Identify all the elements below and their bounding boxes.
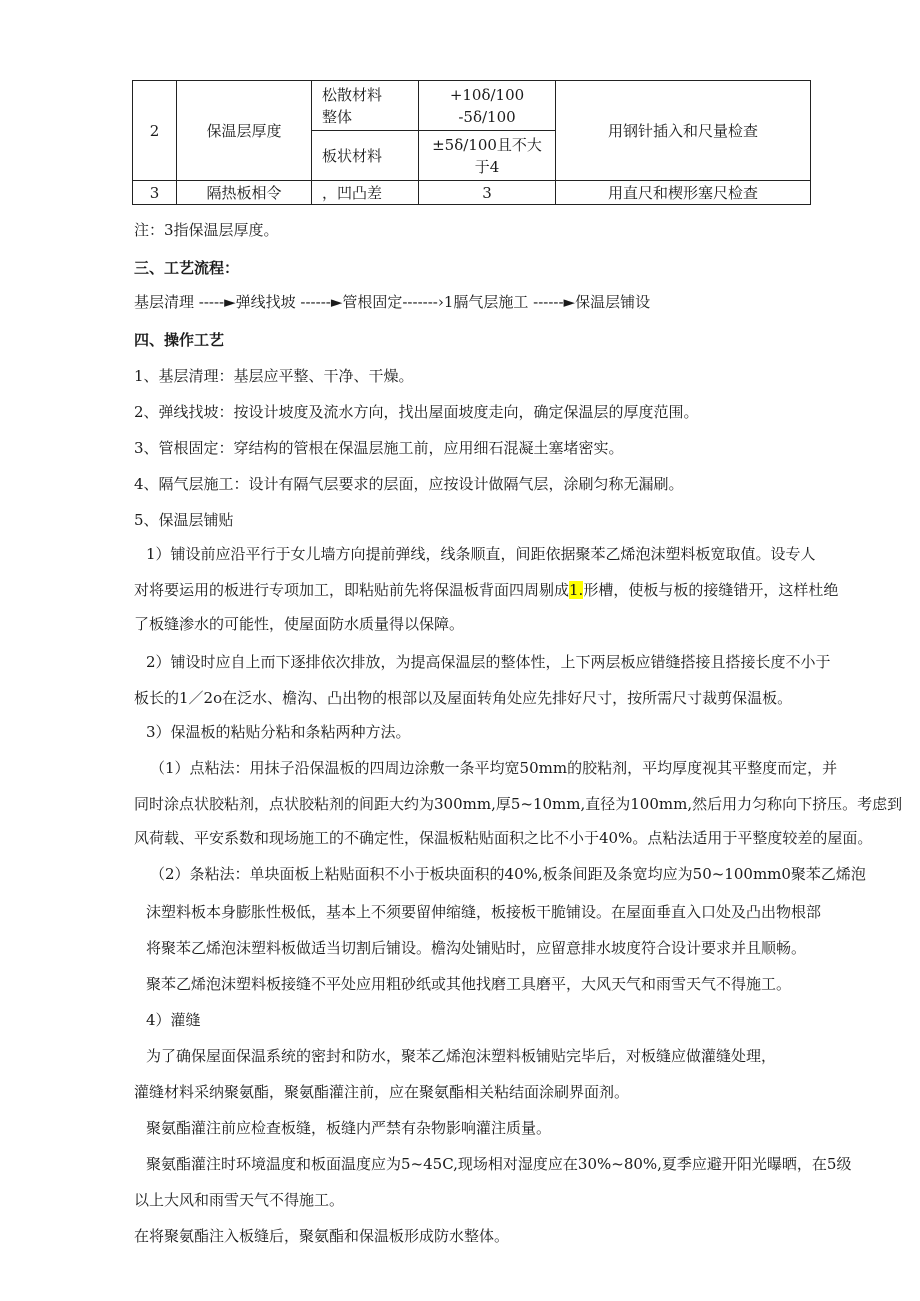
row-number: 2 [133, 81, 177, 181]
table-note: 注：3指保温层厚度。 [134, 221, 279, 239]
paragraph: 3、管根固定：穿结构的管根在保温层施工前，应用细石混凝土塞堵密实。 [134, 439, 624, 457]
paragraph-line: 板长的1／2o在泛水、檐沟、凸出物的根部以及屋面转角处应先排好尺寸，按所需尺寸裁剪保温板。 [134, 689, 793, 707]
row-tolerance: 3 [419, 181, 556, 205]
paragraph: 3）保温板的粘贴分粘和条粘两种方法。 [146, 723, 411, 741]
process-flow: 基层清理 -----►弹线找坡 ------►管根固定-------›1膈气层施工 ------►保温层铺设 [134, 293, 651, 311]
paragraph: 5、保温层铺贴 [134, 511, 234, 529]
paragraph: 聚氨酯灌注前应检查板缝，板缝内严禁有杂物影响灌注质量。 [146, 1119, 552, 1137]
paragraph: 1、基层清理：基层应平整、干净、干燥。 [134, 367, 414, 385]
section-title: 四、操作工艺 [134, 331, 225, 349]
paragraph-line: （1）点粘法：用抹子沿保温板的四周边涂敷一条平均宽50mm的胶粘剂，平均厚度视其平整度而定，并 [150, 759, 838, 777]
paragraph-line: 同时涂点状胶粘剂，点状胶粘剂的间距大约为300mm,厚5~10mm,直径为100mm,然后用力匀称向下挤压。考虑到 [134, 795, 903, 813]
paragraph: 2、弹线找坡：按设计坡度及流水方向，找出屋面坡度走向，确定保温层的厚度范围。 [134, 403, 699, 421]
paragraph-line: 灌缝材料采纳聚氨酯，聚氨酯灌注前，应在聚氨酯相关粘结面涂刷界面剂。 [134, 1083, 630, 1101]
paragraph-line: 将聚苯乙烯泡沫塑料板做适当切割后铺设。檐沟处铺贴时，应留意排水坡度符合设计要求并且顺畅。 [146, 939, 807, 957]
paragraph: 在将聚氨酯注入板缝后，聚氨酯和保温板形成防水整体。 [134, 1227, 510, 1245]
paragraph-line: 聚氨酯灌注时环境温度和板面温度应为5~45C,现场相对湿度应在30%~80%,夏季应避开阳光曝晒，在5级 [146, 1155, 852, 1173]
row-method: 用钢针插入和尺量检查 [556, 81, 811, 181]
row-subitem: 松散材料 整体 [312, 81, 419, 131]
table-row [133, 81, 811, 131]
paragraph: 4、隔气层施工：设计有隔气层要求的层面，应按设计做隔气层，涂刷匀称无漏刷。 [134, 475, 684, 493]
row-method: 用直尺和楔形塞尺检查 [556, 181, 811, 205]
paragraph: 4）灌缝 [146, 1011, 201, 1029]
table-row [133, 181, 811, 205]
row-tolerance: ±5δ/100且不大 于4 [419, 131, 556, 181]
paragraph-line: 为了确保屋面保温系统的密封和防水，聚苯乙烯泡沫塑料板铺贴完毕后，对板缝应做灌缝处理， [146, 1047, 777, 1065]
paragraph-line: 风荷载、平安系数和现场施工的不确定性，保温板粘贴面积之比不小于40%。点粘法适用于平整度较差的屋面。 [134, 829, 873, 847]
paragraph-line: （2）条粘法：单块面板上粘贴面积不小于板块面积的40%,板条间距及条宽均应为50~100mm0聚苯乙烯泡 [150, 865, 866, 883]
paragraph-line: 2）铺设时应自上而下逐排依次排放，为提高保温层的整体性，上下两层板应错缝搭接且搭接长度不小于 [146, 653, 831, 671]
paragraph-line: 了板缝渗水的可能性，使屋面防水质量得以保障。 [134, 615, 465, 633]
row-tolerance: +10δ/100 -5δ/100 [419, 81, 556, 131]
paragraph-line: 聚苯乙烯泡沫塑料板接缝不平处应用粗砂纸或其他找磨工具磨平，大风天气和雨雪天气不得施工。 [146, 975, 792, 993]
row-subitem: 板状材料 [312, 131, 419, 181]
paragraph-line: 以上大风和雨雪天气不得施工。 [134, 1191, 345, 1209]
row-item: 隔热板相令 [177, 181, 312, 205]
row-subitem: ，凹凸差 [312, 181, 419, 205]
section-title: 三、工艺流程： [134, 259, 240, 277]
paragraph-line: 对将要运用的板进行专项加工，即粘贴前先将保温板背面四周剔成1.形槽，使板与板的接缝错开，这样杜绝 [134, 581, 839, 599]
inspection-table [132, 80, 811, 205]
row-item: 保温层厚度 [177, 81, 312, 181]
highlighted-text: 1. [569, 581, 584, 599]
row-number: 3 [133, 181, 177, 205]
paragraph-line: 沫塑料板本身膨胀性极低，基本上不须要留伸缩缝，板接板干脆铺设。在屋面垂直入口处及凸出物根部 [146, 903, 822, 921]
paragraph-line: 1）铺设前应沿平行于女儿墙方向提前弹线，线条顺直，间距依据聚苯乙烯泡沫塑料板宽取值。设专人 [146, 545, 816, 563]
